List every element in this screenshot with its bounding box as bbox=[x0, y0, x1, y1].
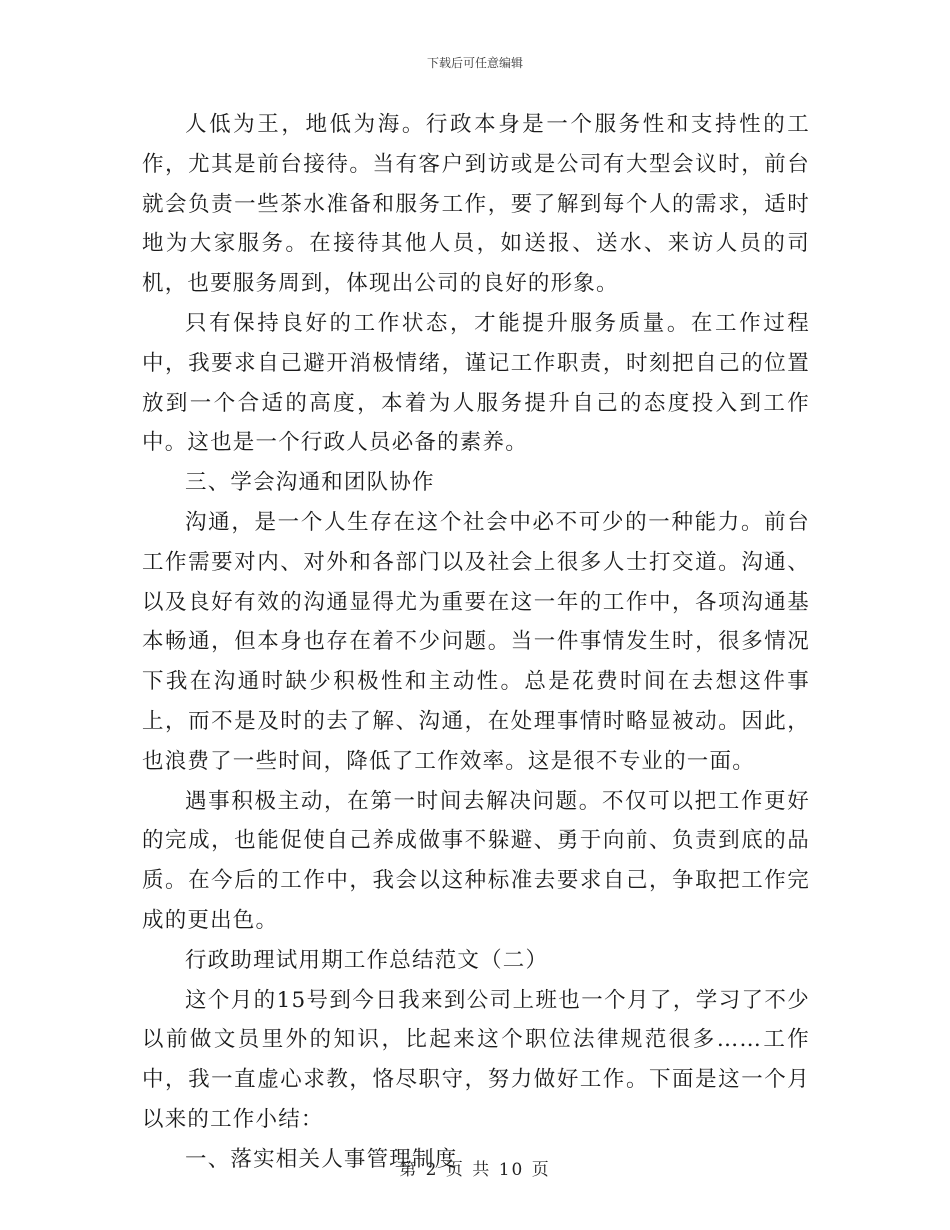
document-body bbox=[142, 105, 810, 1180]
paragraph: 遇事积极主动，在第一时间去解决问题。不仅可以把工作更好的完成，也能促使自己养成做事不躲避、勇于向前、负责到底的品质。在今后的工作中，我会以这种标准去要求自己，争取把工作完成的更出色。 bbox=[142, 788, 810, 933]
paragraph: 这个月的15号到今日我来到公司上班也一个月了，学习了不少以前做文员里外的知识，比起来这个职位法律规范很多……工作中，我一直虚心求教，恪尽职守，努力做好工作。下面是这一个月以来的工作小结： bbox=[142, 987, 810, 1132]
paragraph: 人低为王，地低为海。行政本身是一个服务性和支持性的工作，尤其是前台接待。当有客户到访或是公司有大型会议时，前台就会负责一些茶水准备和服务工作，要了解到每个人的需求，适时地为大家服务。在接待其他人员，如送报、送水、来访人员的司机，也要服务周到，体现出公司的良好的形象。 bbox=[142, 112, 810, 297]
document-subtitle: 行政助理试用期工作总结范文（二） bbox=[185, 947, 549, 973]
page-number: 第 2 页 共 10 页 bbox=[399, 1160, 551, 1180]
section-heading: 一、落实相关人事管理制度 bbox=[185, 1146, 458, 1172]
page-header: 下载后可任意编辑 bbox=[426, 56, 523, 70]
section-heading: 三、学会沟通和团队协作 bbox=[185, 470, 435, 496]
paragraph: 沟通，是一个人生存在这个社会中必不可少的一种能力。前台工作需要对内、对外和各部门以及社会上很多人士打交道。沟通、以及良好有效的沟通显得尤为重要在这一年的工作中，各项沟通基本畅通，但本身也存在着不少问题。当一件事情发生时，很多情况下我在沟通时缺少积极性和主动性。总是花费时间在去想这件事上，而不是及时的去了解、沟通，在处理事情时略显被动。因此，也浪费了一些时间，降低了工作效率。这是很不专业的一面。 bbox=[142, 509, 810, 774]
paragraph: 只有保持良好的工作状态，才能提升服务质量。在工作过程中，我要求自己避开消极情绪，谨记工作职责，时刻把自己的位置放到一个合适的高度，本着为人服务提升自己的态度投入到工作中。这也是一个行政人员必备的素养。 bbox=[142, 310, 810, 456]
